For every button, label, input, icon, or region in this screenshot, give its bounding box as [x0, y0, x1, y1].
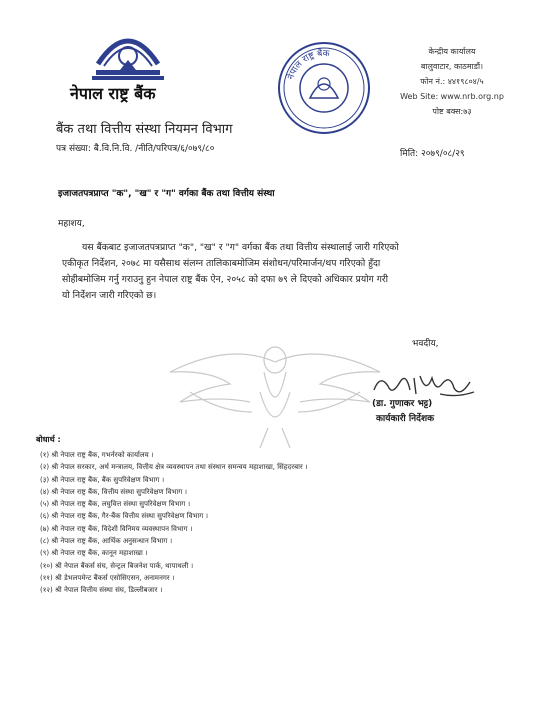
office-address: बालुवाटार, काठमाडौं। [420, 62, 484, 71]
seal-text: नेपाल राष्ट्र बैंक [286, 48, 330, 82]
list-item: (२) श्री नेपाल सरकार, अर्थ मन्त्रालय, वित्तीय क्षेत्र व्यवस्थापन तथा संस्थान समन्वय महाशाखा, सिंहदरबार । [40, 463, 308, 472]
salutation: महाशय, [58, 219, 85, 229]
list-item: (१०) श्री नेपाल बैंकर्स संघ, सेन्ट्रल बिजनेश पार्क, थापाथली । [40, 561, 194, 570]
body-line: यो निर्देशन जारी गरिएको छ। [62, 290, 157, 301]
garuda-watermark-icon [160, 332, 390, 450]
list-item: (१) श्री नेपाल राष्ट्र बैंक, गभर्नरको कार्यालय । [40, 451, 154, 459]
list-item: (७) श्री नेपाल राष्ट्र बैंक, विदेशी विनिमय व्यवस्थापन विभाग । [40, 524, 193, 533]
list-item: (३) श्री नेपाल राष्ट्र बैंक, बैंक सुपरिवेक्षण विभाग । [40, 475, 165, 484]
list-item: (८) श्री नेपाल राष्ट्र बैंक, आर्थिक अनुसन्धान विभाग । [40, 537, 173, 546]
body-line: सोहीबमोजिम गर्नु गराउनु हुन नेपाल राष्ट्र बैंक ऐन, २०५८ को दफा ७९ ले दिएको अधिकार प्रयोग गरी [62, 274, 389, 285]
list-item: (९) श्री नेपाल राष्ट्र बैंक, कानून महाशाखा । [40, 549, 148, 558]
list-item: (६) श्री नेपाल राष्ट्र बैंक, गैर-बैंक वित्तीय संस्था सुपरिवेक्षण विभाग । [40, 512, 209, 521]
reference-number: पत्र संख्या: बै.वि.नि.वि. /नीति/परिपत्र/६/०७९/८० [56, 144, 215, 154]
closing: भवदीय, [412, 339, 439, 349]
body-line: यस बैंकबाट इजाजतपत्रप्राप्त "क", "ख" र "ग" वर्गका बैंक तथा वित्तीय संस्थालाई जारी गरिएको [82, 242, 399, 253]
cc-heading: बोधार्थ : [36, 435, 61, 444]
list-item: (५) श्री नेपाल राष्ट्र बैंक, लघुवित्त संस्था सुपरिवेक्षण विभाग । [40, 500, 191, 509]
office-phone: फोन नं.: ४४१९८०४/५ [420, 77, 484, 86]
bank-seal-icon [276, 40, 372, 136]
letter-subject: इजाजतपत्रप्राप्त "क", "ख" र "ग" वर्गका बैंक तथा वित्तीय संस्था [58, 189, 275, 199]
bank-name: नेपाल राष्ट्र बैंक [70, 84, 156, 103]
department-name: बैंक तथा वित्तीय संस्था नियमन विभाग [56, 122, 233, 137]
signer-title: कार्यकारी निर्देशक [376, 414, 434, 424]
list-item: (४) श्री नेपाल राष्ट्र बैंक, वित्तीय संस्था सुपरिवेक्षण विभाग । [40, 487, 188, 496]
nrb-logo-icon [92, 26, 164, 82]
office-po-box: पोष्ट बक्स:७३ [432, 107, 472, 116]
letter-body [62, 240, 494, 304]
letter-date: मिति: २०७९/०८/२९ [400, 149, 465, 159]
list-item: (११) श्री डेभलपमेन्ट बैंकर्स एसोसिएसन, अनामनगर । [40, 573, 175, 582]
office-contact-info [392, 44, 512, 119]
body-line: एकीकृत निर्देशन, २०७८ मा यसैसाथ संलग्न तालिकाबमोजिम संशोधन/परिमार्जन/थप गरिएको हुँदा [62, 258, 381, 269]
office-name: केन्द्रीय कार्यालय [428, 47, 476, 56]
office-website: Web Site: www.nrb.org.np [400, 92, 504, 101]
cc-list [40, 449, 308, 597]
list-item: (१२) श्री नेपाल वित्तीय संस्था संघ, डिल्लीबजार । [40, 586, 163, 595]
signer-name: (डा. गुणाकर भट्ट) [372, 399, 433, 409]
